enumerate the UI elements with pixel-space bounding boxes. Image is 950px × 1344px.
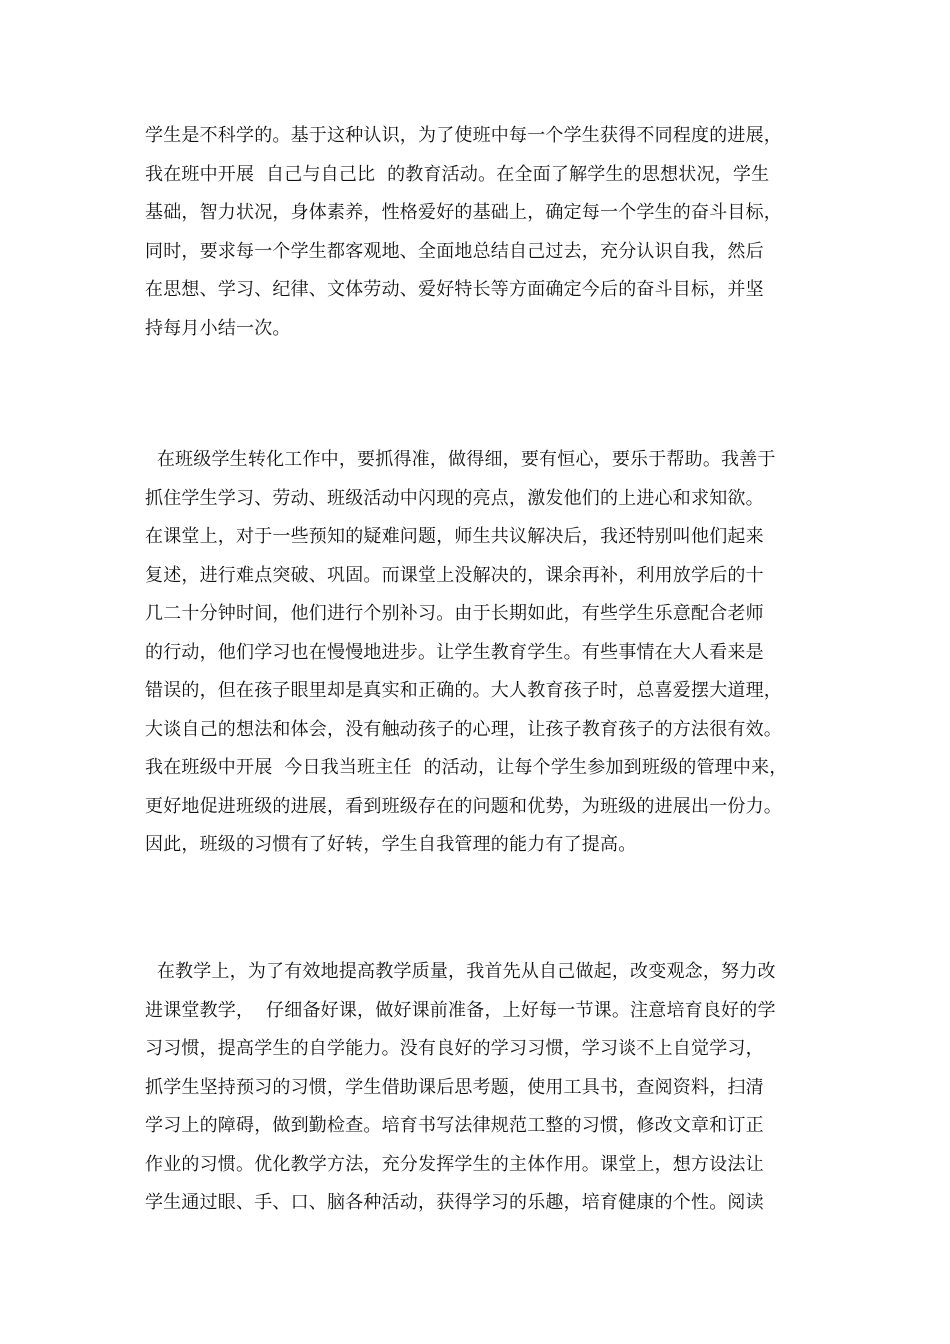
text-line: 几二十分钟时间，他们进行个别补习。由于长期如此，有些学生乐意配合老师 bbox=[145, 603, 764, 624]
text-line: 同时，要求每一个学生都客观地、全面地总结自己过去，充分认识自我，然后 bbox=[145, 240, 764, 262]
text-line: 在班级学生转化工作中，要抓得准，做得细，要有恒心，要乐于帮助。我善于 bbox=[145, 449, 776, 470]
text-line: 学生是不科学的。基于这种认识，为了使班中每一个学生获得不同程度的进展， bbox=[145, 125, 782, 146]
text-line: 在课堂上，对于一些预知的疑难问题，师生共议解决后，我还特别叫他们起来 bbox=[145, 526, 764, 547]
text-line: 基础，智力状况，身体素养，性格爱好的基础上，确定每一个学生的奋斗目标， bbox=[145, 202, 782, 223]
text-line: 抓住学生学习、劳动、班级活动中闪现的亮点，激发他们的上进心和求知欲。 bbox=[145, 487, 764, 509]
text-line: 习习惯，提高学生的自学能力。没有良好的学习习惯，学习谈不上自觉学习， bbox=[145, 1038, 764, 1059]
text-line: 学生通过眼、手、口、脑各种活动，获得学习的乐趣，培育健康的个性。阅读 bbox=[145, 1192, 764, 1213]
text-line: 进课堂教学， 仔细备好课，做好课前准备，上好每一节课。注意培育良好的学 bbox=[145, 999, 776, 1021]
text-line: 我在班中开展 自己与自己比 的教育活动。在全面了解学生的思想状况，学生 bbox=[145, 163, 770, 185]
text-line: 在思想、学习、纪律、文体劳动、爱好特长等方面确定今后的奋斗目标，并坚 bbox=[145, 279, 764, 300]
text-line: 作业的习惯。优化教学方法，充分发挥学生的主体作用。课堂上，想方设法让 bbox=[145, 1153, 764, 1175]
text-line: 复述，进行难点突破、巩固。而课堂上没解决的，课余再补，利用放学后的十 bbox=[145, 564, 764, 586]
paragraph-1 bbox=[145, 117, 805, 348]
text-line: 因此，班级的习惯有了好转，学生自我管理的能力有了提高。 bbox=[145, 834, 637, 855]
text-line: 更好地促进班级的进展，看到班级存在的问题和优势，为班级的进展出一份力。 bbox=[145, 795, 782, 817]
text-line: 大谈自己的想法和体会，没有触动孩子的心理，让孩子教育孩子的方法很有效。 bbox=[145, 718, 782, 740]
text-line: 抓学生坚持预习的习惯，学生借助课后思考题，使用工具书，查阅资料，扫清 bbox=[145, 1076, 764, 1098]
text-line: 错误的，但在孩子眼里却是真实和正确的。大人教育孩子时，总喜爱摆大道理， bbox=[145, 680, 782, 701]
text-line: 学习上的障碍，做到勤检查。培育书写法律规范工整的习惯，修改文章和订正 bbox=[145, 1115, 764, 1136]
text-line: 的行动，他们学习也在慢慢地进步。让学生教育学生。有些事情在大人看来是 bbox=[145, 641, 764, 663]
text-line: 在教学上，为了有效地提高教学质量，我首先从自己做起，改变观念，努力改 bbox=[145, 961, 776, 982]
paragraph-3 bbox=[145, 953, 805, 1223]
text-line: 我在班级中开展 今日我当班主任 的活动，让每个学生参加到班级的管理中来， bbox=[145, 757, 788, 778]
paragraph-2 bbox=[145, 441, 805, 865]
text-line: 持每月小结一次。 bbox=[145, 317, 291, 339]
